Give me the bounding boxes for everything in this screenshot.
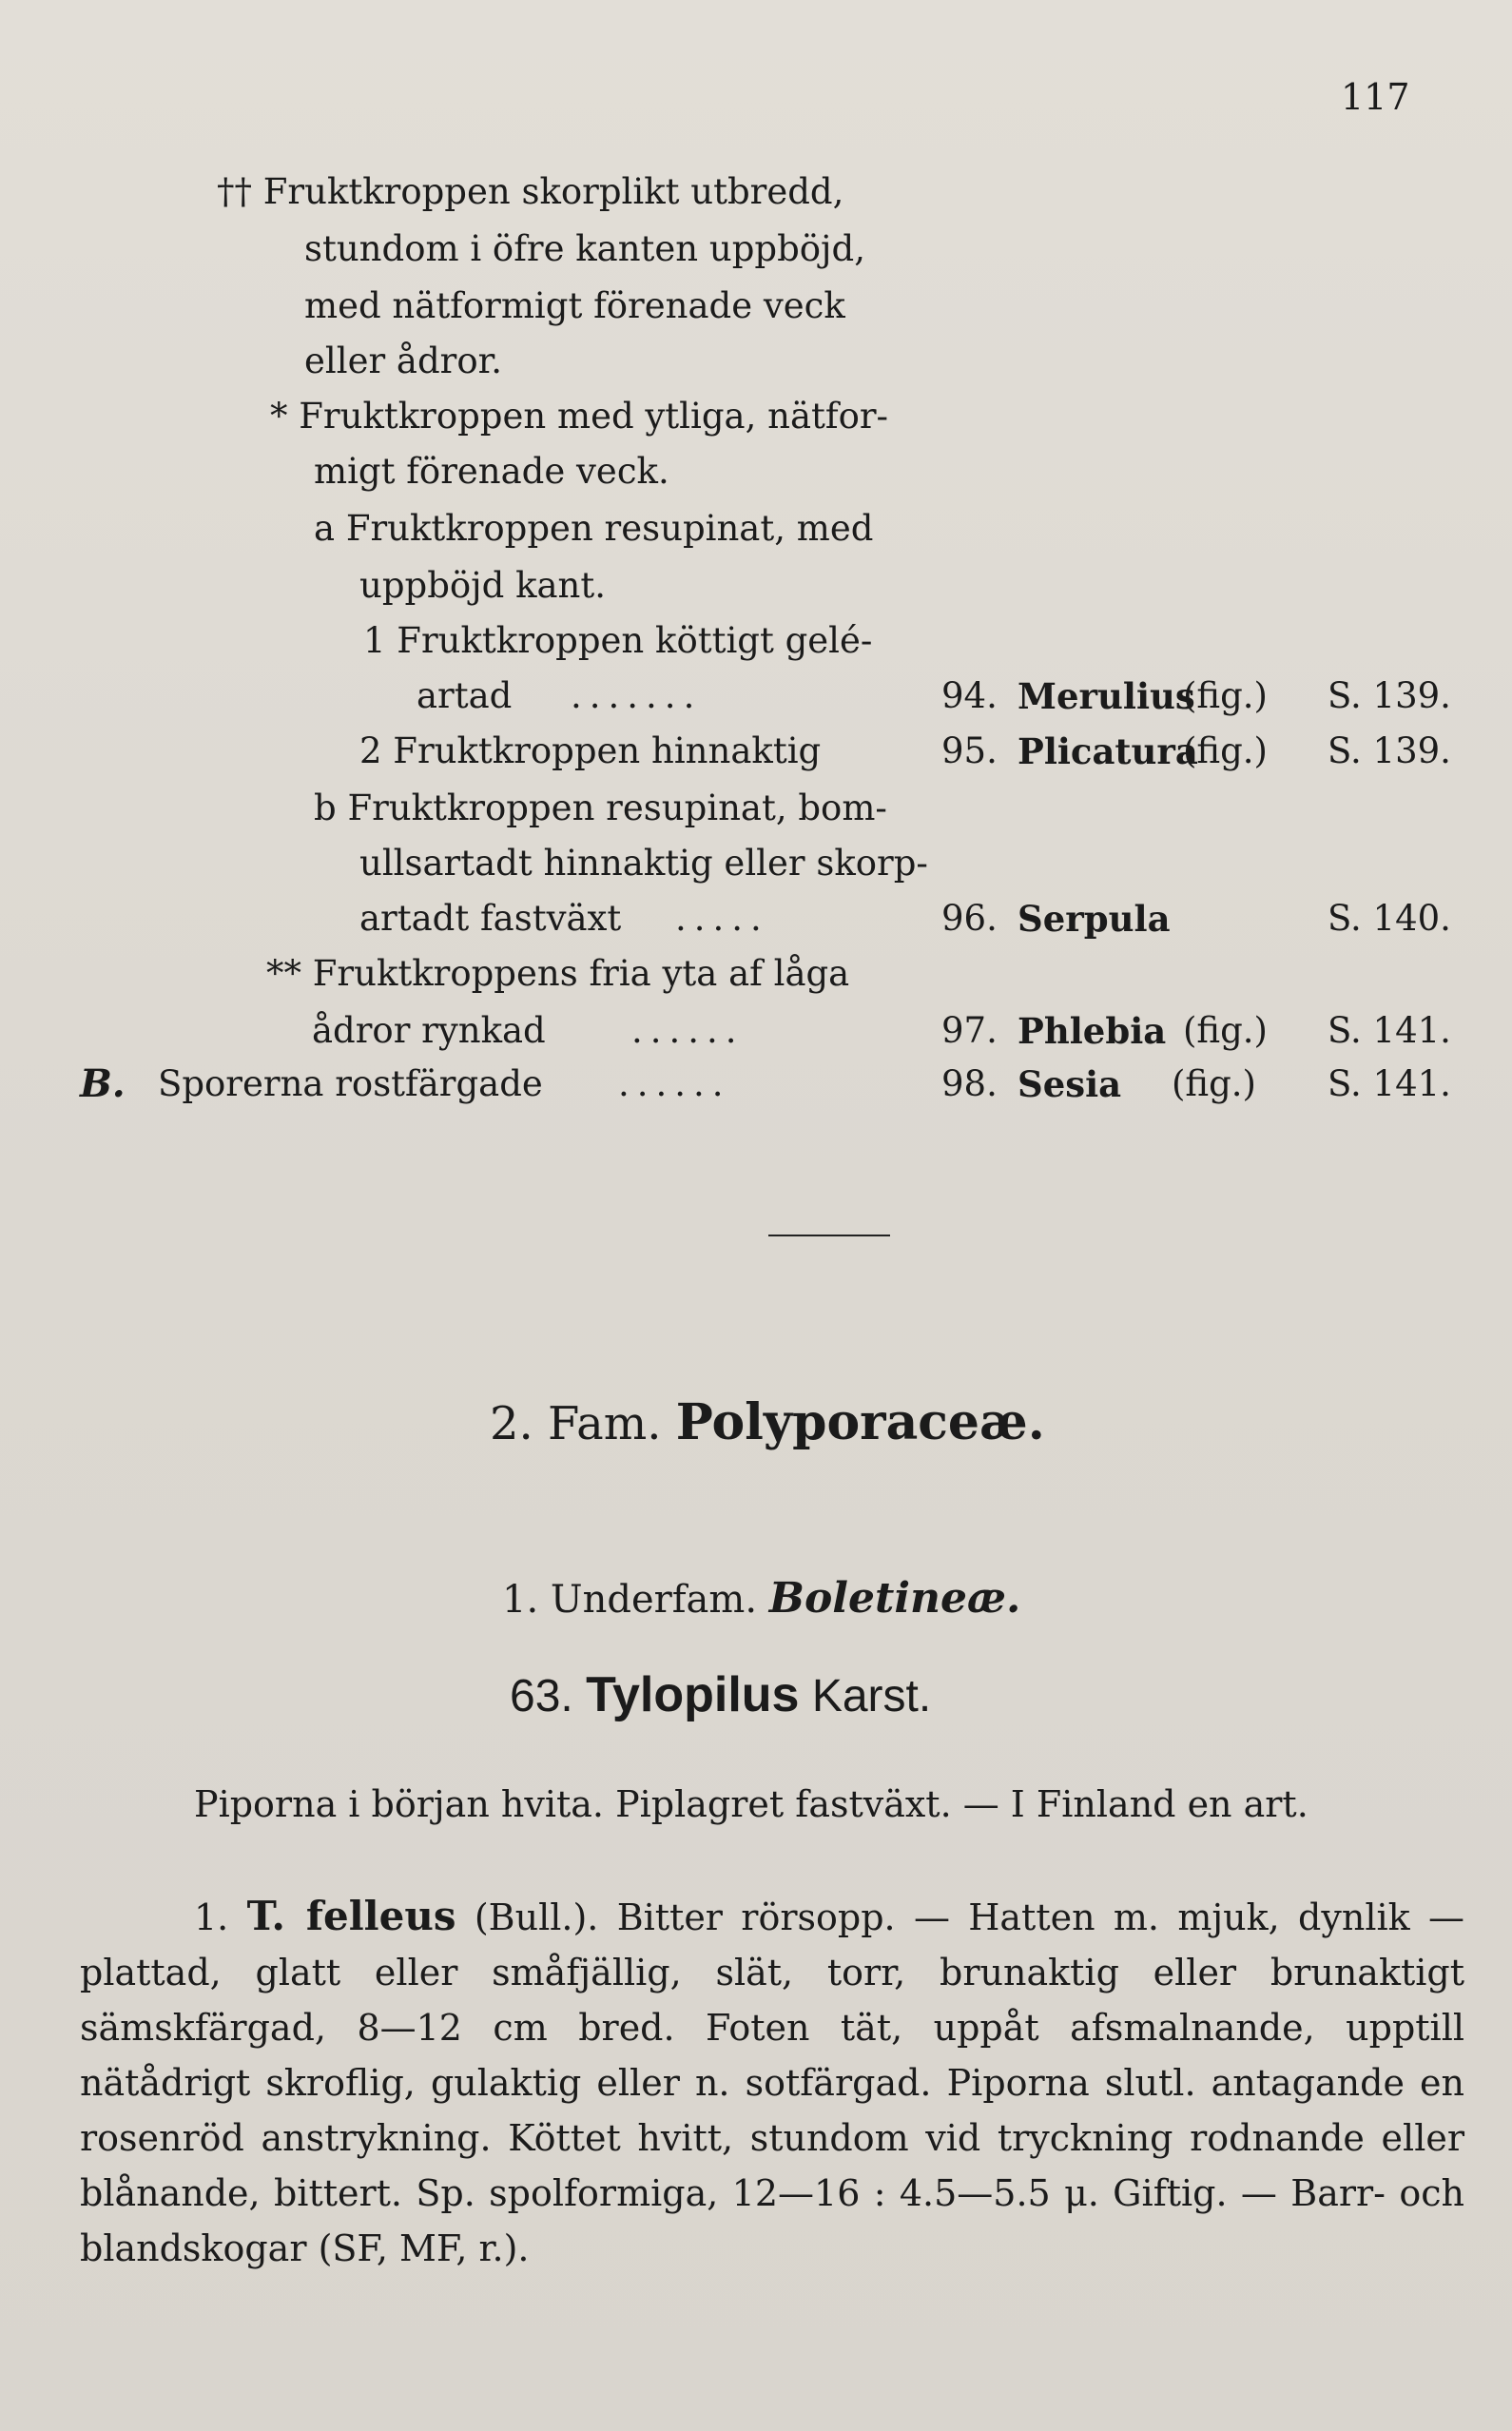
key-line: ullsartadt hinnaktig eller skorp- bbox=[359, 843, 928, 884]
page-ref: S. 139. bbox=[1328, 730, 1451, 771]
key-line: a Fruktkroppen resupinat, med bbox=[314, 508, 874, 549]
page-ref: S. 141. bbox=[1328, 1063, 1451, 1104]
key-line: uppböjd kant. bbox=[359, 565, 607, 606]
species-name: T. felleus bbox=[246, 1893, 456, 1939]
entry-number: 98. bbox=[941, 1063, 998, 1104]
entry-number: 95. bbox=[941, 730, 998, 771]
key-line: migt förenade veck. bbox=[314, 451, 669, 492]
family-heading bbox=[490, 1393, 1045, 1451]
key-line: 1 Fruktkroppen köttigt gelé- bbox=[363, 620, 873, 661]
key-line: eller ådror. bbox=[304, 340, 502, 381]
species-text: (Bull.). Bitter rörsopp. — Hatten m. mjuk, dynlik — plattad, glatt eller småfjällig, slät, torr, brunaktig eller brunaktigt sämskfärgad, 8—12 cm bred. Foten tät, uppåt afsmalnande, upptill nätådrigt skroflig, gulaktig eller n. sotfärgad. Piporna slutl. antagande en rosenröd anstrykning. Köttet hvitt, stundom vid tryckning rodnande eller blånande, bittert. Sp. spolformiga, 12—16 : 4.5—5.5 μ. Giftig. — Barr- och blandskogar (SF, MF, r.). bbox=[80, 1896, 1464, 2269]
key-line: stundom i öfre kanten uppböjd, bbox=[304, 228, 865, 269]
subfamily-prefix: 1. Underfam. bbox=[502, 1578, 758, 1622]
leader-dots: ...... bbox=[618, 1063, 731, 1104]
fig-ref: (fig.) bbox=[1183, 1010, 1268, 1051]
key-line: ådror rynkad bbox=[312, 1010, 546, 1051]
genus-heading bbox=[510, 1666, 931, 1723]
key-line: †† Fruktkroppen skorplikt utbredd, bbox=[217, 171, 844, 212]
key-line: artad bbox=[417, 675, 513, 716]
fig-ref: (fig.) bbox=[1183, 730, 1268, 771]
page-ref: S. 141. bbox=[1328, 1010, 1451, 1051]
entry-number: 94. bbox=[941, 675, 998, 716]
genus-description: Piporna i början hvita. Piplagret fastväxt. — I Finland en art. bbox=[194, 1783, 1308, 1825]
key-letter: B. bbox=[80, 1061, 126, 1106]
genus-name: Plicatura bbox=[1018, 730, 1198, 772]
fig-ref: (fig.) bbox=[1172, 1063, 1256, 1104]
species-description bbox=[80, 1889, 1464, 2276]
family-prefix: 2. Fam. bbox=[490, 1397, 662, 1450]
entry-number: 96. bbox=[941, 898, 998, 939]
genus-name: Serpula bbox=[1018, 898, 1171, 940]
key-line: med nätformigt förenade veck bbox=[304, 285, 845, 326]
key-line: Sporerna rostfärgade bbox=[158, 1063, 543, 1104]
leader-dots: ..... bbox=[675, 898, 769, 939]
genus-name: Sesia bbox=[1018, 1063, 1122, 1105]
family-name: Polyporaceæ. bbox=[675, 1393, 1045, 1451]
genus-author: Karst. bbox=[811, 1671, 932, 1721]
entry-number: 97. bbox=[941, 1010, 998, 1051]
key-line: * Fruktkroppen med ytliga, nätfor- bbox=[270, 396, 889, 437]
subfamily-name: Boletineæ. bbox=[768, 1574, 1021, 1623]
subfamily-heading bbox=[502, 1574, 1020, 1623]
leader-dots: ...... bbox=[631, 1010, 745, 1051]
page-number: 117 bbox=[1341, 76, 1410, 118]
key-line: 2 Fruktkroppen hinnaktig bbox=[359, 730, 822, 771]
key-line: b Fruktkroppen resupinat, bom- bbox=[314, 788, 887, 828]
page-ref: S. 139. bbox=[1328, 675, 1451, 716]
genus-name: Merulius bbox=[1018, 675, 1195, 717]
genus-name: Phlebia bbox=[1018, 1010, 1167, 1052]
leader-dots: ....... bbox=[571, 675, 703, 716]
key-line: artadt fastväxt bbox=[359, 898, 622, 939]
fig-ref: (fig.) bbox=[1183, 675, 1268, 716]
species-number: 1. bbox=[194, 1896, 229, 1938]
section-divider bbox=[768, 1235, 890, 1236]
genus-title: Tylopilus bbox=[586, 1667, 800, 1722]
key-line: ** Fruktkroppens fria yta af låga bbox=[266, 953, 850, 994]
page-ref: S. 140. bbox=[1328, 898, 1451, 939]
genus-number: 63. bbox=[510, 1671, 573, 1721]
